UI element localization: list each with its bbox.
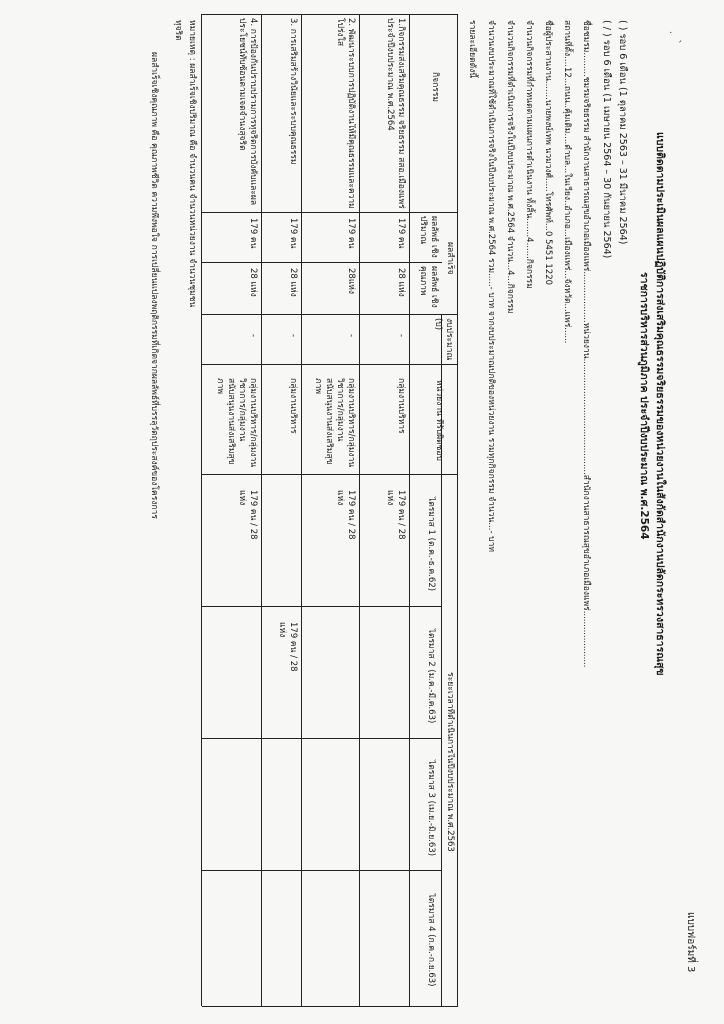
row3-budget: - [288, 334, 298, 338]
row4-budget: - [248, 334, 258, 338]
info-details: รายละเอียดดังนี้ [467, 20, 477, 79]
header-q1: ไตรมาส 1 (ต.ค.-ธ.ค.62) [426, 496, 436, 592]
header-success-qual: ผลลัพธ์ เชิง คุณภาพ [418, 266, 439, 308]
footnote-2: ผลสำเร็จเชิงคุณภาพ คือ คุณภาพชีวิต ความพึงพอใจ การเปลี่ยนแปลงพฤติกรรมที่เกิดจากผลลัพธ์ที่บรรลุวัตถุประสงค์ของโครงการ [149, 52, 159, 519]
row2-activity: 2. พัฒนาระบบการปฏิบัติงานให้มีคุณธรรมและความโปร่งใส [335, 18, 356, 209]
round-1: ( ) รอบ 6 เดือน (1 ตุลาคม 2563 – 31 มีนาคม 2564) [617, 20, 628, 245]
row4-qty: 179 คน [248, 218, 258, 249]
row1-unit: กลุ่มงานบริหาร [396, 378, 406, 434]
header-q2: ไตรมาส 2 (ม.ค.-มี.ค.63) [426, 628, 436, 724]
row3-q2: 179 คน / 28 แห่ง [277, 622, 298, 672]
info-club: ชื่อชมรม.........ชมรมจริยธรรม สำนักงานสาธารณสุขอำเภอเมืองแพร่...................หน่วยงาน...........................................สำนักงานสาธารณสุขอำเภอเมืองแพร่..................... [581, 20, 591, 668]
header-q3: ไตรมาส 3 (เม.ย.-มิ.ย.63) [426, 759, 436, 857]
header-success: ผลสำเร็จ [445, 242, 455, 275]
form-number: แบบฟอร์มที่ 3 [685, 912, 696, 973]
info-address: สถานที่ตั้ง....12...ถนน..คุ้มเดิม....ตำบล...ในเวียง..อำเภอ...เมืองแพร่...จังหวัด...แพร่...... [562, 20, 572, 344]
footnote-1: หมายเหตุ : ผลสำเร็จเชิงปริมาณ คือ จำนวนคน จำนวนหน่วยงาน จำนวนชุมชน [187, 20, 197, 308]
header-activity: กิจกรรม [430, 72, 440, 103]
header-q4: ไตรมาส 4 (ก.ค.-ก.ย.63) [426, 893, 436, 987]
row1-qual: 28 แห่ง [396, 268, 406, 297]
row4-unit: กลุ่มงานบริหาร/กลุ่มงานวิชาการ/กลุ่มงานสนับสนุนงานส่งเสริมสุขภาพ [215, 378, 258, 468]
row3-qual: 28 แห่ง [288, 268, 298, 297]
row3-activity: 3. การเสริมสร้างวินัยและระบบคุณธรรม [288, 18, 298, 165]
row4-activity: 4. การป้องกันปราบปรามการทุจริตการบังคับและผลประโยชน์ทับซ้อนตามเจตจำนงสุจริต [237, 18, 258, 206]
info-actual-activities: จำนวนกิจกรรมที่ดำเนินการจริงในปีงบประมาณ พ.ศ.2564 จำนวน...4...กิจกรรม [505, 20, 515, 314]
row2-q1: 179 คน / 28 แห่ง [335, 490, 356, 540]
round-2: ( / ) รอบ 6 เดือน (1 เมษายน 2564 – 30 กันยายน 2564) [601, 20, 612, 259]
row1-q1: 179 คน / 28 แห่ง [385, 490, 406, 540]
row1-budget: - [396, 334, 406, 338]
info-planned-activities: จำนวนกิจกรรมที่กำหนดตามแผนการดำเนินงาน ทั้งสิ้น.......4......กิจกรรม [524, 20, 534, 289]
row2-qual: 28แห่ง [346, 268, 356, 295]
row4-qual: 28 แห่ง [248, 268, 258, 297]
header-budget: งบประมาณ (บ) [433, 318, 454, 361]
info-coordinator: ชื่อผู้ประสานงาน.......นายพงษ์เทพ นวมวงศ์.....โทรศัพท์...0 5451 1220 [543, 20, 553, 286]
row4-q1: 179 คน / 28 แห่ง [237, 490, 258, 540]
row2-budget: - [346, 334, 356, 338]
rotated-form [12, 12, 712, 1012]
header-period: ระยะเวลาที่ดำเนินการในปีงบประมาณ พ.ศ.2563 [445, 672, 455, 852]
scan-speck: ˙ ˏ [668, 30, 683, 43]
footnote-3: ทุจริต [173, 20, 183, 41]
header-success-qty: ผลลัพธ์ เชิงปริมาณ [418, 216, 439, 258]
info-budget: จำนวนงบประมาณที่ใช้ดำเนินการจริงในปีงบประมาณ พ.ศ.2564 รวม.....- บาท จากงบประมาณปกติของหน่วยงาน รวมทุกกิจกรรม จำนวน...- บาท [486, 20, 496, 552]
row3-unit: กลุ่มงานบริหาร [288, 378, 298, 434]
row2-qty: 179 คน [346, 218, 356, 249]
row1-activity: 1.กิจกรรมส่งเสริมคุณธรรม จริยธรรม สสอ.เมืองแพร่ ประจำปีงบประมาณ พ.ศ.2564 [385, 18, 406, 209]
row2-unit: กลุ่มงานบริหาร/กลุ่มงานวิชาการ/กลุ่มงานสนับสนุนงานส่งเสริมสุขภาพ [313, 378, 356, 468]
row3-qty: 179 คน [288, 218, 298, 249]
form-subtitle: ราชการบริหารส่วนภูมิภาค ประจำปีงบประมาณ พ.ศ.2564 [638, 272, 650, 540]
header-unit: หน่วยงาน ที่รับผิดชอบ [434, 380, 444, 461]
form-title: แบบติดตามประเมินผลแผนปฏิบัติการส่งเสริมคุณธรรมจริยธรรมของหน่วยงานในสังกัดสำนักงานปลัดกระทรวงสาธารณสุข [654, 132, 666, 676]
row1-qty: 179 คน [396, 218, 406, 249]
